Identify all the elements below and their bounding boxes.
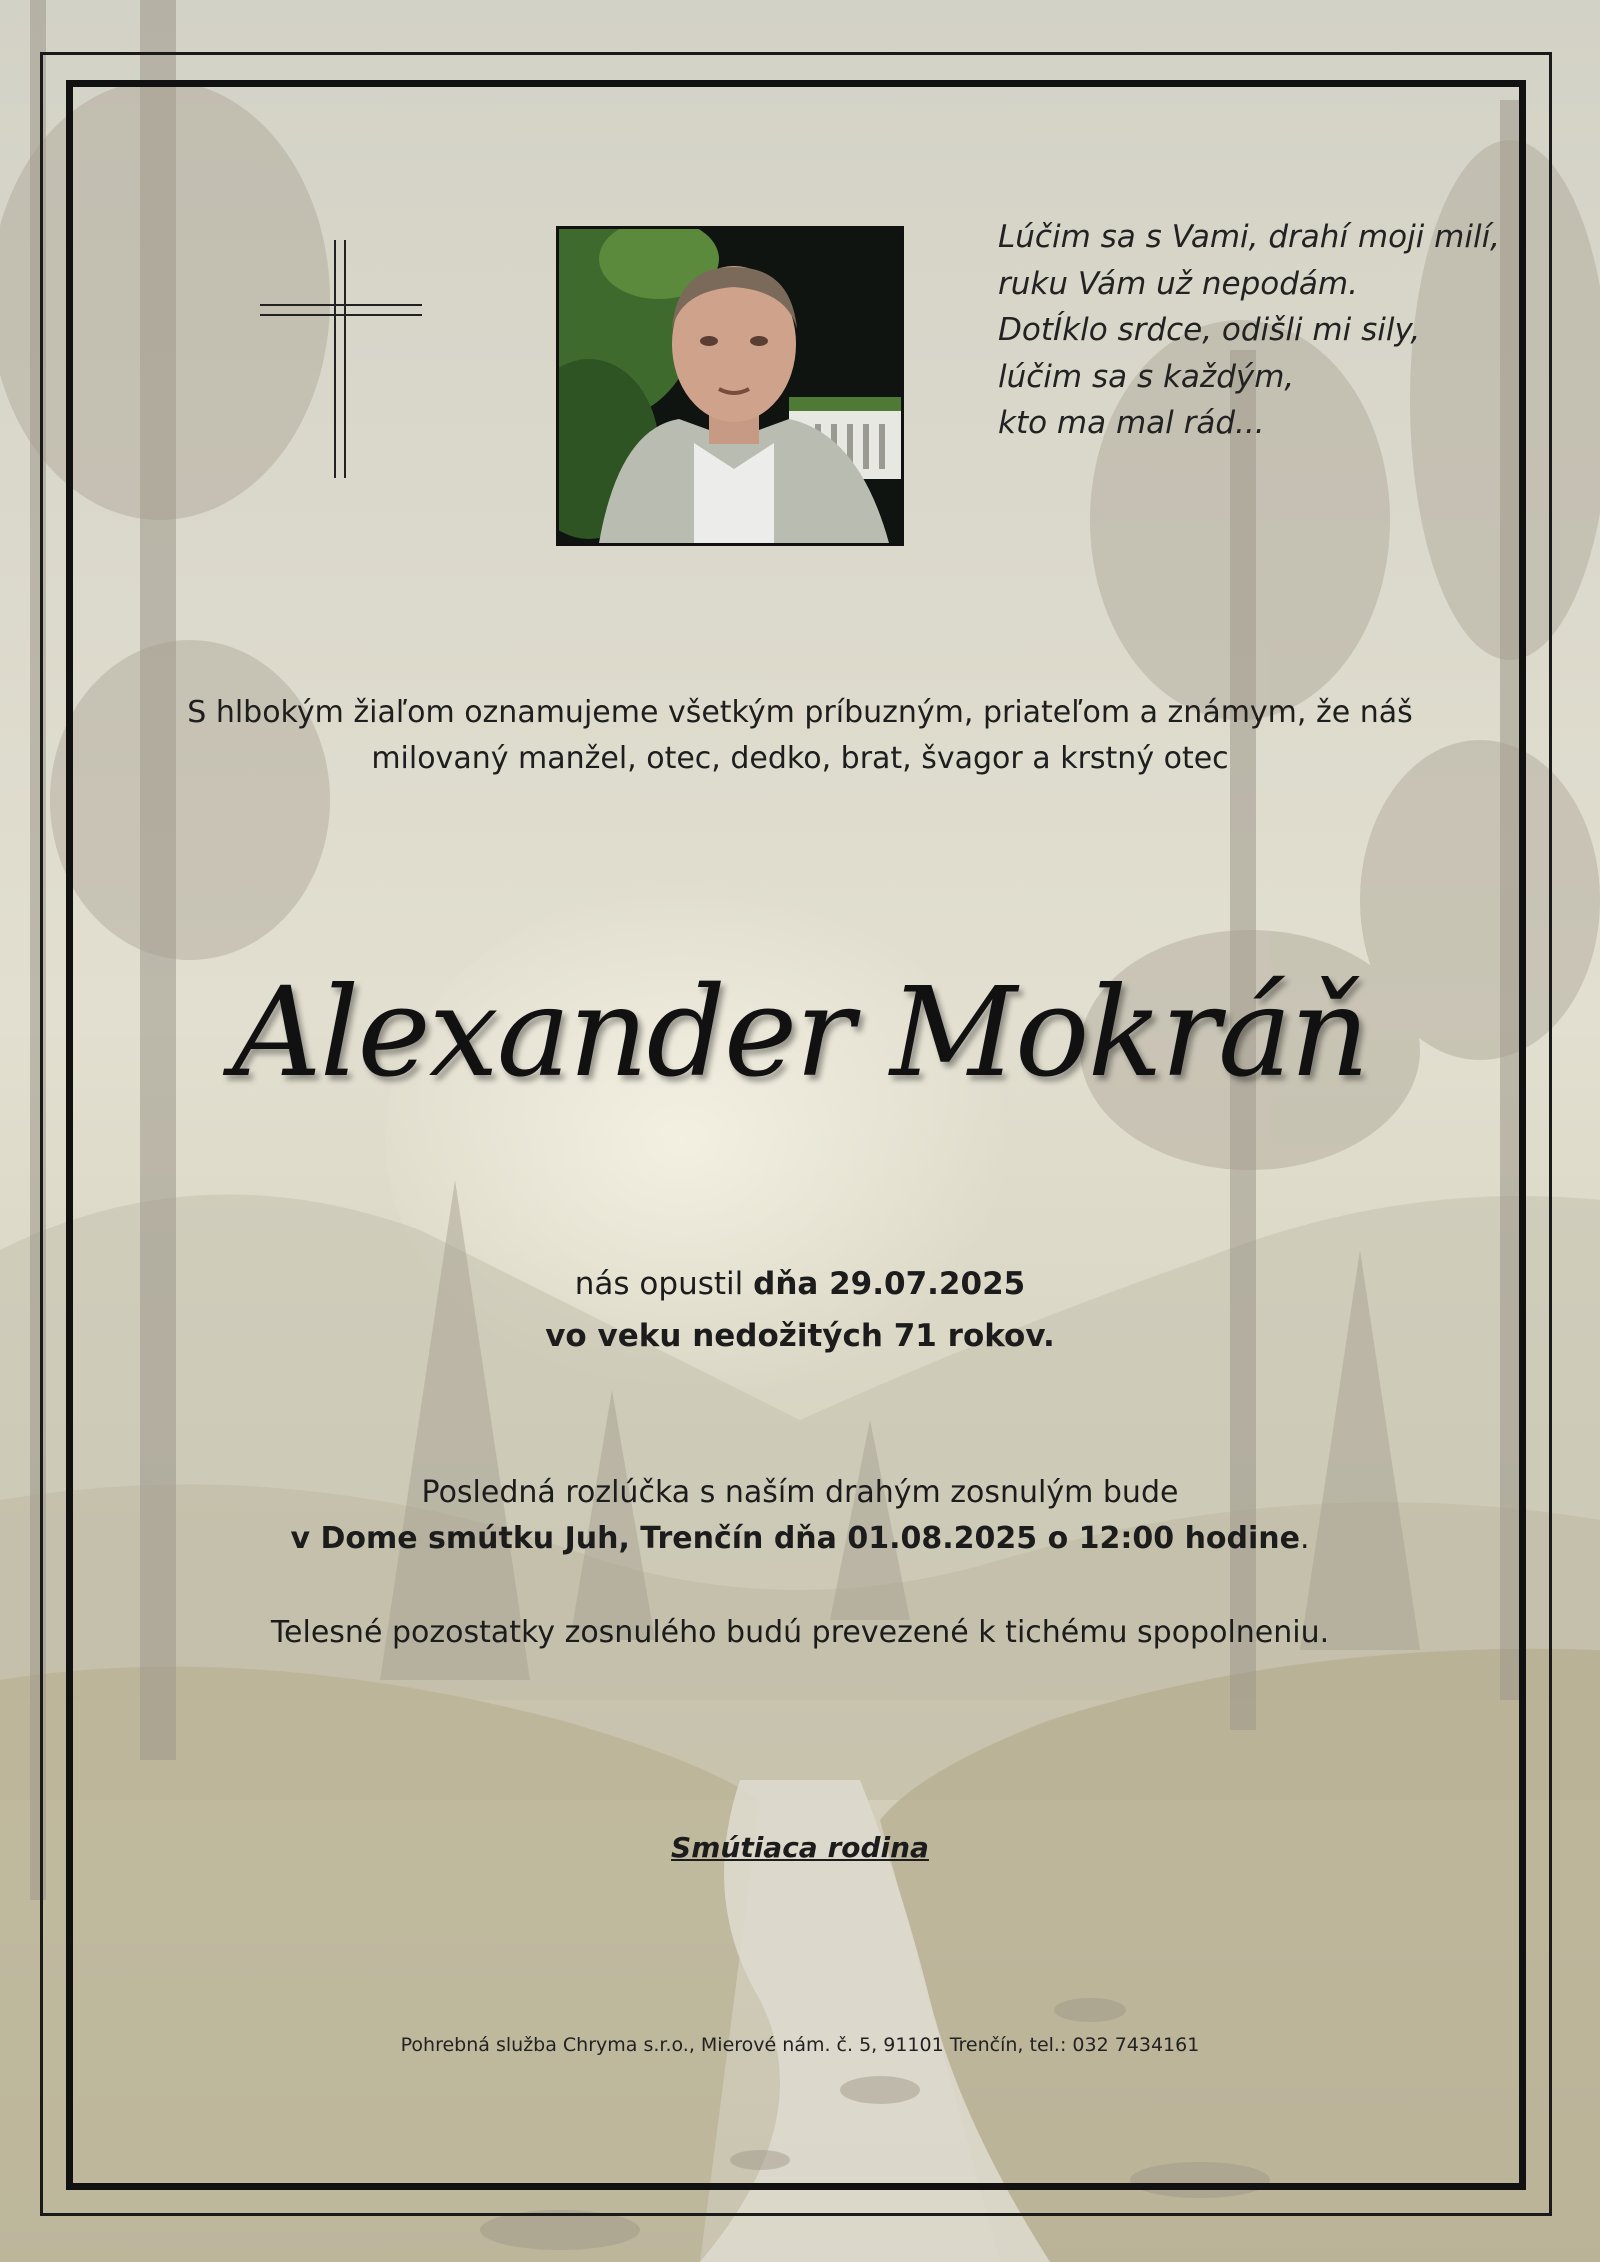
funeral-details: v Dome smútku Juh, Trenčín dňa 01.08.2025 o 12:00 hodine bbox=[290, 1521, 1300, 1556]
death-date: dňa 29.07.2025 bbox=[753, 1266, 1026, 1302]
remains-transfer-note: Telesné pozostatky zosnulého budú prevezené k tichému spopolneniu. bbox=[270, 1615, 1330, 1650]
intro-line-2: milovaný manžel, otec, dedko, brat, švagor a krstný otec bbox=[371, 741, 1229, 776]
death-prefix: nás opustil bbox=[574, 1266, 744, 1302]
cross-icon bbox=[260, 240, 422, 480]
death-age: vo veku nedožitých 71 rokov. bbox=[545, 1318, 1055, 1354]
funeral-service-footer: Pohrebná služba Chryma s.r.o., Mierové nám. č. 5, 91101 Trenčín, tel.: 032 7434161 bbox=[400, 2034, 1200, 2056]
poem-line: ruku Vám už nepodám. bbox=[998, 265, 1358, 302]
farewell-poem bbox=[998, 214, 1501, 447]
signature-family: Smútiaca rodina bbox=[671, 1831, 929, 1864]
poem-line: DotÍklo srdce, odišli mi sily, bbox=[998, 312, 1421, 348]
deceased-name: Alexander Mokráň bbox=[232, 961, 1368, 1105]
poem-line: Lúčim sa s Vami, drahí moji milí, bbox=[998, 219, 1501, 255]
funeral-info bbox=[100, 1470, 1500, 1562]
funeral-period: . bbox=[1300, 1521, 1310, 1556]
announcement-intro bbox=[100, 690, 1500, 782]
intro-line-1: S hlbokým žiaľom oznamujeme všetkým príbuzným, priateľom a známym, že náš bbox=[187, 695, 1413, 730]
poem-line: lúčim sa s každým, bbox=[998, 358, 1295, 395]
deceased-photo bbox=[556, 226, 904, 546]
funeral-line-1: Posledná rozlúčka s naším drahým zosnulým bude bbox=[421, 1475, 1179, 1510]
death-info bbox=[100, 1258, 1500, 1362]
poem-line: kto ma mal rád... bbox=[998, 405, 1265, 441]
